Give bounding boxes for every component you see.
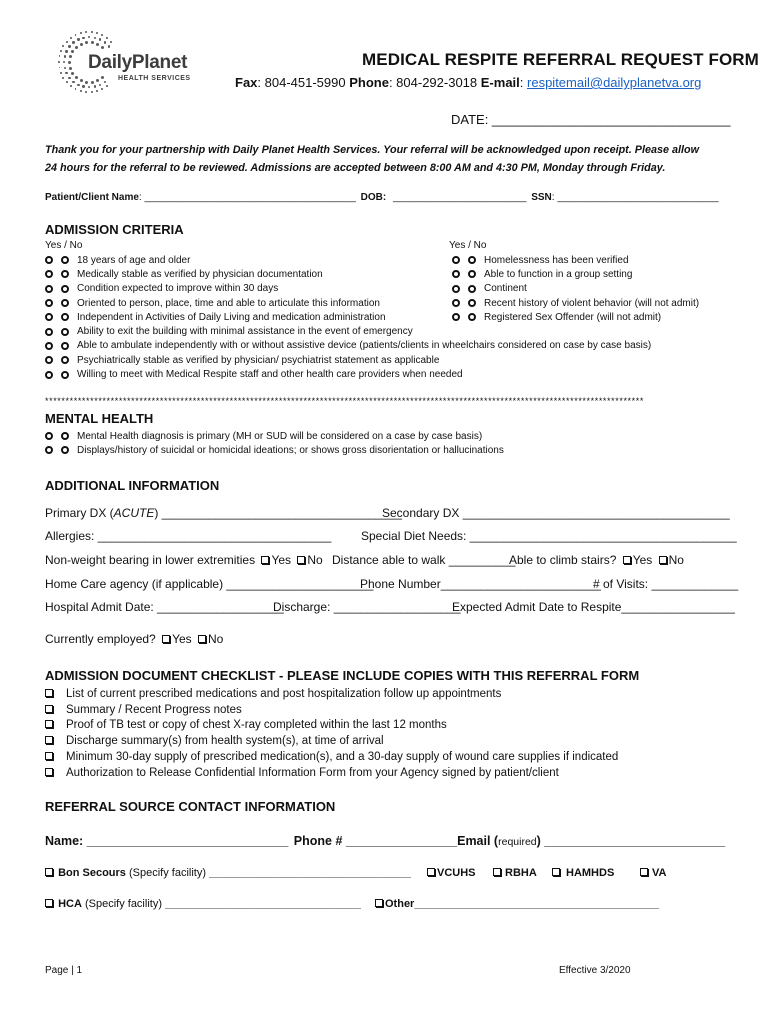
logo-dot	[72, 41, 74, 43]
checklist-item	[45, 733, 618, 749]
logo-dot	[70, 85, 72, 87]
admission-right-label: Recent history of violent behavior (will not admit)	[484, 297, 700, 309]
logo-dot	[69, 55, 72, 58]
logo-dot	[101, 76, 104, 79]
employed-no-checkbox[interactable]	[198, 635, 206, 643]
admission-left-yes-radio[interactable]	[45, 299, 53, 307]
logo-dot	[91, 31, 93, 33]
referral-heading: REFERRAL SOURCE CONTACT INFORMATION	[45, 799, 336, 814]
admission-left-label: Condition expected to improve within 30 days	[77, 283, 279, 295]
employed-yes-checkbox[interactable]	[162, 635, 170, 643]
logo-dot	[88, 86, 90, 88]
logo-dot	[106, 85, 108, 87]
referral-email-field[interactable]: ) __________________________	[536, 834, 726, 848]
hamhds-checkbox[interactable]	[552, 868, 560, 876]
other-checkbox[interactable]	[375, 899, 383, 907]
logo-dot	[62, 45, 64, 47]
mental-label: Mental Health diagnosis is primary (MH or SUD will be considered on a case by case basis)	[77, 430, 483, 442]
logo-dot	[75, 76, 78, 79]
admission-left-no-radio[interactable]	[61, 328, 69, 336]
logo-dot	[77, 38, 79, 40]
admission-right-label: Able to function in a group setting	[484, 268, 633, 280]
admission-heading: ADMISSION CRITERIA	[45, 222, 184, 237]
logo-dot	[63, 61, 65, 63]
logo-dot	[99, 84, 101, 86]
admission-right-label: Continent	[484, 283, 527, 295]
hca-field[interactable]: ________________________________	[165, 898, 361, 910]
ssn-field[interactable]: : _____________________________	[551, 192, 719, 203]
admission-right-no-radio[interactable]	[468, 299, 476, 307]
logo-dot	[70, 37, 72, 39]
vcuhs-checkbox[interactable]	[427, 868, 435, 876]
phone-number-field[interactable]: Phone Number________________________	[360, 577, 601, 591]
logo-brand-text: DailyPlanet	[88, 52, 188, 73]
logo-dot	[91, 41, 94, 44]
bon-secours-row: Bon Secours (Specify facility) _________________________________	[45, 867, 411, 879]
vcuhs-option: VCUHS	[427, 867, 476, 879]
employed-row: Currently employed? Yes No	[45, 632, 224, 646]
logo-dot	[82, 85, 84, 87]
logo-dot	[82, 37, 84, 39]
mental-no-radio[interactable]	[61, 446, 69, 454]
admission-right-item	[452, 282, 699, 296]
va-option: VA	[640, 867, 666, 879]
logo-dot	[110, 41, 112, 43]
mental-label: Displays/history of suicidal or homicidal ideations; or shows gross disorientation or hallucinations	[77, 444, 504, 456]
expected-admit-field[interactable]: Expected Admit Date to Respite_________________	[452, 600, 735, 614]
admission-left-item	[45, 367, 651, 381]
logo-dot	[75, 34, 77, 36]
admission-right-yes-radio[interactable]	[452, 285, 460, 293]
logo-dot	[108, 45, 110, 47]
logo-dot	[101, 88, 103, 90]
logo-dot	[71, 72, 74, 75]
admission-left-label: Ability to exit the building with minimal assistance in the event of emergency	[77, 326, 413, 338]
admission-right-list	[452, 253, 699, 324]
additional-heading: ADDITIONAL INFORMATION	[45, 478, 220, 493]
admission-left-yes-radio[interactable]	[45, 256, 53, 264]
admission-left-item	[45, 353, 651, 367]
logo-dot	[85, 81, 88, 84]
logo-dot	[91, 81, 94, 84]
admission-right-label: Registered Sex Offender (will not admit)	[484, 311, 662, 323]
contact-line: Fax: 804-451-5990 Phone: 804-292-3018 E-mail: respitemail@dailyplanetva.org	[235, 75, 702, 90]
logo-dot	[80, 90, 82, 92]
logo-dot	[94, 85, 96, 87]
checklist-item	[45, 749, 618, 765]
mental-item	[45, 443, 504, 457]
page-number: Page | 1	[45, 965, 83, 976]
date-field[interactable]: DATE: _________________________________	[451, 112, 731, 127]
admission-left-item	[45, 339, 651, 353]
logo-dot	[85, 31, 87, 33]
logo-dot	[68, 45, 70, 47]
effective-date: Effective 3/2020	[559, 965, 631, 976]
logo-dot	[94, 37, 96, 39]
allergies-field[interactable]: Allergies: ___________________________________	[45, 529, 332, 543]
referral-phone-field[interactable]: Phone # ________________	[293, 834, 458, 848]
form-title: MEDICAL RESPITE REFERRAL REQUEST FORM	[362, 50, 759, 69]
email-link[interactable]: respitemail@dailyplanetva.org	[527, 75, 702, 90]
admission-right-no-radio[interactable]	[468, 285, 476, 293]
logo-dot	[106, 37, 108, 39]
admission-left-label: Oriented to person, place, time and able to articulate this information	[77, 297, 380, 309]
primary-dx-field[interactable]: Primary DX (ACUTE) ____________________________________	[45, 506, 402, 520]
admission-left-yes-radio[interactable]	[45, 356, 53, 364]
mental-list	[45, 429, 504, 458]
mental-item	[45, 429, 504, 443]
logo-dot	[96, 43, 99, 46]
admission-right-item	[452, 267, 699, 281]
checklist-label: Minimum 30-day supply of prescribed medication(s), and a 30-day supply of wound care supplies if indicated	[66, 751, 619, 764]
admission-left-yes-radio[interactable]	[45, 328, 53, 336]
admission-left-yes-radio[interactable]	[45, 313, 53, 321]
logo-dot	[75, 88, 77, 90]
distance-field[interactable]: Distance able to walk __________	[332, 553, 516, 567]
logo-dot	[77, 84, 79, 86]
admission-right-yes-radio[interactable]	[452, 270, 460, 278]
logo-dot	[62, 77, 64, 79]
separator: **************************************************************************************************************************************************	[45, 396, 644, 406]
logo-dot	[101, 46, 104, 49]
logo-dot	[104, 81, 106, 83]
logo-dot	[58, 61, 60, 63]
admission-left-no-radio[interactable]	[61, 342, 69, 350]
nwb-no-checkbox[interactable]	[297, 556, 305, 564]
referral-name-row: Name: _____________________________ Phone # ________________Email (required) __________________________	[45, 834, 726, 848]
logo-dot	[101, 34, 103, 36]
admission-right-yes-radio[interactable]	[452, 256, 460, 264]
admission-left-no-radio[interactable]	[61, 371, 69, 379]
intro-text: Thank you for your partnership with Daily Planet Health Services. Your referral will be acknowledged upon receipt. Please allow 24 hours for the referral to be reviewed. Admissions are accepted between 8:00 AM and 4:30 PM, Monday through Friday.	[45, 144, 699, 174]
rbha-checkbox[interactable]	[493, 868, 501, 876]
admission-right-label: Homelessness has been verified	[484, 254, 629, 266]
logo-dot	[66, 41, 68, 43]
logo-dot	[99, 38, 101, 40]
patient-line: Patient/Client Name: ______________________________________ DOB: ________________________ SSN: _____________________________	[45, 192, 719, 203]
logo-dot	[75, 46, 78, 49]
yes-no-left: Yes / No	[45, 240, 83, 251]
checklist-checkbox[interactable]	[45, 736, 53, 744]
checklist-item	[45, 765, 618, 781]
checklist-item	[45, 686, 618, 702]
other-field[interactable]: ________________________________________	[414, 898, 660, 910]
checklist-checkbox[interactable]	[45, 768, 53, 776]
admission-right-item	[452, 296, 699, 310]
checklist-label: Authorization to Release Confidential Information Form from your Agency signed by patient/client	[66, 766, 559, 779]
logo-dot	[96, 79, 99, 82]
logo-dot	[96, 90, 98, 92]
other-option: Other________________________________________	[375, 898, 659, 910]
va-checkbox[interactable]	[640, 868, 648, 876]
admission-left-no-radio[interactable]	[61, 356, 69, 364]
rbha-option: RBHA	[493, 867, 537, 879]
yes-no-right: Yes / No	[449, 240, 487, 251]
logo-dot	[91, 91, 93, 93]
admission-left-label: Psychiatrically stable as verified by physician/ psychiatrist statement as applicable	[77, 354, 440, 366]
admission-right-item	[452, 310, 699, 324]
checklist-heading: ADMISSION DOCUMENT CHECKLIST - PLEASE INCLUDE COPIES WITH THIS REFERRAL FORM	[45, 668, 640, 683]
discharge-field[interactable]: Discharge: ___________________	[273, 600, 461, 614]
admission-right-no-radio[interactable]	[468, 270, 476, 278]
logo-dot	[88, 36, 90, 38]
admission-left-yes-radio[interactable]	[45, 270, 53, 278]
logo-dot	[59, 67, 61, 69]
mental-heading: MENTAL HEALTH	[45, 411, 154, 426]
stairs-row: Able to climb stairs? Yes No	[509, 553, 684, 567]
admission-left-item	[45, 324, 651, 338]
admission-right-yes-radio[interactable]	[452, 313, 460, 321]
visits-field[interactable]: # of Visits: _____________	[593, 577, 739, 591]
admission-left-yes-radio[interactable]	[45, 285, 53, 293]
admission-left-label: Able to ambulate independently with or without assistive device (patients/clients in wheelchairs considered on case by case basis)	[77, 340, 652, 352]
checklist-label: Summary / Recent Progress notes	[66, 703, 242, 716]
mental-yes-radio[interactable]	[45, 432, 53, 440]
bon-secours-checkbox[interactable]	[45, 868, 53, 876]
logo-dot	[85, 41, 88, 44]
admission-left-no-radio[interactable]	[61, 285, 69, 293]
home-care-field[interactable]: Home Care agency (if applicable) ______________________	[45, 577, 374, 591]
logo-dot	[66, 81, 68, 83]
logo-dot	[60, 72, 62, 74]
logo-dot	[71, 50, 74, 53]
secondary-dx-field[interactable]: Secondary DX ________________________________________	[382, 506, 730, 520]
admission-left-yes-radio[interactable]	[45, 342, 53, 350]
admission-right-no-radio[interactable]	[468, 256, 476, 264]
logo-dot	[80, 43, 83, 46]
admission-left-no-radio[interactable]	[61, 299, 69, 307]
admission-left-no-radio[interactable]	[61, 270, 69, 278]
logo-dot	[104, 41, 106, 43]
checklist-checkbox[interactable]	[45, 720, 53, 728]
hca-row: HCA (Specify facility) ________________________________	[45, 898, 361, 910]
admission-left-label: Independent in Activities of Daily Living and medication administration	[77, 311, 386, 323]
bon-secours-field[interactable]: _________________________________	[209, 867, 411, 879]
dob-field[interactable]: ________________________	[392, 192, 527, 203]
admission-right-yes-radio[interactable]	[452, 299, 460, 307]
logo-sub: HEALTH SERVICES	[118, 75, 191, 82]
admission-left-label: Willing to meet with Medical Respite staff and other health care providers when needed	[77, 369, 463, 381]
admission-right-item	[452, 253, 699, 267]
logo-dot	[80, 79, 83, 82]
logo-dot	[64, 55, 66, 57]
logo-dot	[68, 61, 71, 64]
logo-dot	[65, 50, 67, 52]
diet-field[interactable]: Special Diet Needs: ________________________________________	[361, 529, 737, 543]
patient-name-field[interactable]: : ______________________________________	[138, 192, 356, 203]
hca-checkbox[interactable]	[45, 899, 53, 907]
nwb-yes-checkbox[interactable]	[261, 556, 269, 564]
nwb-row: Non-weight bearing in lower extremities Yes No	[45, 553, 323, 567]
stairs-yes-checkbox[interactable]	[623, 556, 631, 564]
logo-dot	[68, 77, 70, 79]
logo-dot	[60, 50, 62, 52]
logo-dot	[96, 32, 98, 34]
admission-right-no-radio[interactable]	[468, 313, 476, 321]
admission-left-yes-radio[interactable]	[45, 371, 53, 379]
logo-dot	[59, 55, 61, 57]
hosp-admit-field[interactable]: Hospital Admit Date: ___________________	[45, 600, 284, 614]
referral-name-field[interactable]: Name: _____________________________	[45, 834, 289, 848]
logo-dot	[72, 81, 74, 83]
logo-dot	[65, 72, 67, 74]
admission-left-no-radio[interactable]	[61, 256, 69, 264]
checklist-label: List of current prescribed medications and post hospitalization follow up appointments	[66, 687, 502, 700]
checklist-label: Proof of TB test or copy of chest X-ray completed within the last 12 months	[66, 719, 447, 732]
logo-dot	[69, 67, 72, 70]
checklist-checkbox[interactable]	[45, 705, 53, 713]
logo	[58, 28, 198, 94]
admission-left-no-radio[interactable]	[61, 313, 69, 321]
stairs-no-checkbox[interactable]	[659, 556, 667, 564]
checklist-item	[45, 702, 618, 718]
checklist-checkbox[interactable]	[45, 689, 53, 697]
checklist-label: Discharge summary(s) from health system(s), at time of arrival	[66, 735, 384, 748]
logo-dot	[64, 67, 66, 69]
logo-brand	[88, 52, 187, 74]
checklist-checkbox[interactable]	[45, 752, 53, 760]
admission-left-label: Medically stable as verified by physician documentation	[77, 268, 323, 280]
mental-yes-radio[interactable]	[45, 446, 53, 454]
hamhds-option: HAMHDS	[552, 867, 614, 879]
mental-no-radio[interactable]	[61, 432, 69, 440]
logo-dot	[85, 91, 87, 93]
checklist-list	[45, 686, 618, 781]
admission-left-label: 18 years of age and older	[77, 254, 191, 266]
logo-dot	[80, 32, 82, 34]
checklist-item	[45, 718, 618, 734]
